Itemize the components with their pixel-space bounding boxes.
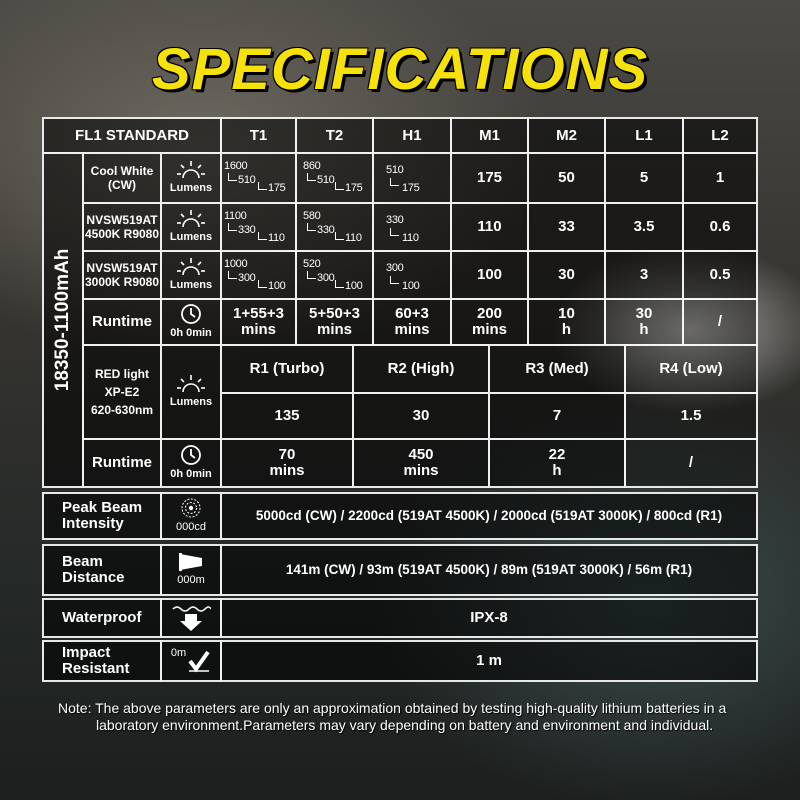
runtime-h1: 60+3 mins bbox=[372, 298, 452, 346]
beam-icon bbox=[178, 552, 204, 572]
red-mode-r2: R2 (High) bbox=[352, 344, 490, 394]
lumens-icon-cell: Lumens bbox=[160, 152, 222, 204]
h1-levels-3000k: 300 100 bbox=[372, 250, 452, 300]
model-header: FL1 STANDARD bbox=[42, 117, 222, 154]
page-title: SPECIFICATIONS bbox=[151, 37, 649, 102]
lumens-icon-cell: Lumens bbox=[160, 202, 222, 252]
led-name-cool-white: Cool White (CW) bbox=[82, 152, 162, 204]
red-runtime-r4: / bbox=[624, 438, 758, 488]
red-lumens-r3: 7 bbox=[488, 392, 626, 440]
t2-levels-3000k: 520 300 100 bbox=[295, 250, 374, 300]
waterproof-icon-cell bbox=[160, 598, 222, 638]
spec-label-intensity: Peak Beam Intensity bbox=[42, 492, 162, 540]
impact-check-icon bbox=[187, 649, 211, 673]
red-lumens-r2: 30 bbox=[352, 392, 490, 440]
m2-4500k: 33 bbox=[527, 202, 606, 252]
runtime-icon-cell: 0h 0min bbox=[160, 438, 222, 488]
runtime-label: Runtime bbox=[82, 298, 162, 346]
m1-cw: 175 bbox=[450, 152, 529, 204]
m1-3000k: 100 bbox=[450, 250, 529, 300]
red-runtime-r2: 450 mins bbox=[352, 438, 490, 488]
mode-header-l2: L2 bbox=[682, 117, 758, 154]
runtime-icon-cell: 0h 0min bbox=[160, 298, 222, 346]
t2-levels-cw: 860 510 175 bbox=[295, 152, 374, 204]
l2-4500k: 0.6 bbox=[682, 202, 758, 252]
t1-levels-cw: 1600 510 175 bbox=[220, 152, 297, 204]
mode-header-l1: L1 bbox=[604, 117, 684, 154]
spec-label-distance: Beam Distance bbox=[42, 544, 162, 596]
red-mode-r3: R3 (Med) bbox=[488, 344, 626, 394]
red-runtime-r3: 22 h bbox=[488, 438, 626, 488]
mode-header-m1: M1 bbox=[450, 117, 529, 154]
m2-3000k: 30 bbox=[527, 250, 606, 300]
l1-cw: 5 bbox=[604, 152, 684, 204]
t1-levels-4500k: 1100 330 110 bbox=[220, 202, 297, 252]
battery-label: 18350-1100mAh bbox=[42, 152, 84, 488]
spec-value-distance: 141m (CW) / 93m (519AT 4500K) / 89m (519AT 3000K) / 56m (R1) bbox=[220, 544, 758, 596]
runtime-t1: 1+55+3 mins bbox=[220, 298, 297, 346]
water-drop-arrow-icon bbox=[171, 604, 211, 632]
sun-icon bbox=[176, 257, 206, 277]
m1-4500k: 110 bbox=[450, 202, 529, 252]
red-light-name: RED light XP-E2 620-630nm bbox=[82, 344, 162, 440]
runtime-l2: / bbox=[682, 298, 758, 346]
red-mode-r1: R1 (Turbo) bbox=[220, 344, 354, 394]
runtime-m2: 10 h bbox=[527, 298, 606, 346]
runtime-l1: 30 h bbox=[604, 298, 684, 346]
spec-value-intensity: 5000cd (CW) / 2200cd (519AT 4500K) / 2000cd (519AT 3000K) / 800cd (R1) bbox=[220, 492, 758, 540]
disclaimer-note: Note: The above parameters are only an approximation obtained by testing high-quality lithium batteries in a laboratory environment.Parameters may vary depending on battery and environment and individual. bbox=[58, 700, 727, 733]
t1-levels-3000k: 1000 300 100 bbox=[220, 250, 297, 300]
h1-levels-4500k: 330 110 bbox=[372, 202, 452, 252]
mode-header-t1: T1 bbox=[220, 117, 297, 154]
led-name-4500k: NVSW519AT 4500K R9080 bbox=[82, 202, 162, 252]
target-icon bbox=[179, 497, 203, 519]
sun-icon bbox=[176, 209, 206, 229]
clock-icon bbox=[180, 444, 202, 466]
t2-levels-4500k: 580 330 110 bbox=[295, 202, 374, 252]
impact-icon-cell: 0m bbox=[160, 640, 222, 682]
red-mode-r4: R4 (Low) bbox=[624, 344, 758, 394]
spec-label-waterproof: Waterproof bbox=[42, 598, 162, 638]
red-lumens-r4: 1.5 bbox=[624, 392, 758, 440]
clock-icon bbox=[180, 303, 202, 325]
spec-value-impact: 1 m bbox=[220, 640, 758, 682]
led-name-3000k: NVSW519AT 3000K R9080 bbox=[82, 250, 162, 300]
mode-header-m2: M2 bbox=[527, 117, 606, 154]
sun-icon bbox=[176, 374, 206, 394]
l1-4500k: 3.5 bbox=[604, 202, 684, 252]
red-runtime-label: Runtime bbox=[82, 438, 162, 488]
mode-header-h1: H1 bbox=[372, 117, 452, 154]
l2-cw: 1 bbox=[682, 152, 758, 204]
l1-3000k: 3 bbox=[604, 250, 684, 300]
spec-label-impact: Impact Resistant bbox=[42, 640, 162, 682]
runtime-t2: 5+50+3 mins bbox=[295, 298, 374, 346]
lumens-icon-cell: Lumens bbox=[160, 344, 222, 440]
m2-cw: 50 bbox=[527, 152, 606, 204]
h1-levels-cw: 510 175 bbox=[372, 152, 452, 204]
distance-icon-cell: 000m bbox=[160, 544, 222, 596]
sun-icon bbox=[176, 160, 206, 180]
l2-3000k: 0.5 bbox=[682, 250, 758, 300]
runtime-m1: 200 mins bbox=[450, 298, 529, 346]
mode-header-t2: T2 bbox=[295, 117, 374, 154]
lumens-icon-cell: Lumens bbox=[160, 250, 222, 300]
red-runtime-r1: 70 mins bbox=[220, 438, 354, 488]
red-lumens-r1: 135 bbox=[220, 392, 354, 440]
spec-value-waterproof: IPX-8 bbox=[220, 598, 758, 638]
intensity-icon-cell: 000cd bbox=[160, 492, 222, 540]
